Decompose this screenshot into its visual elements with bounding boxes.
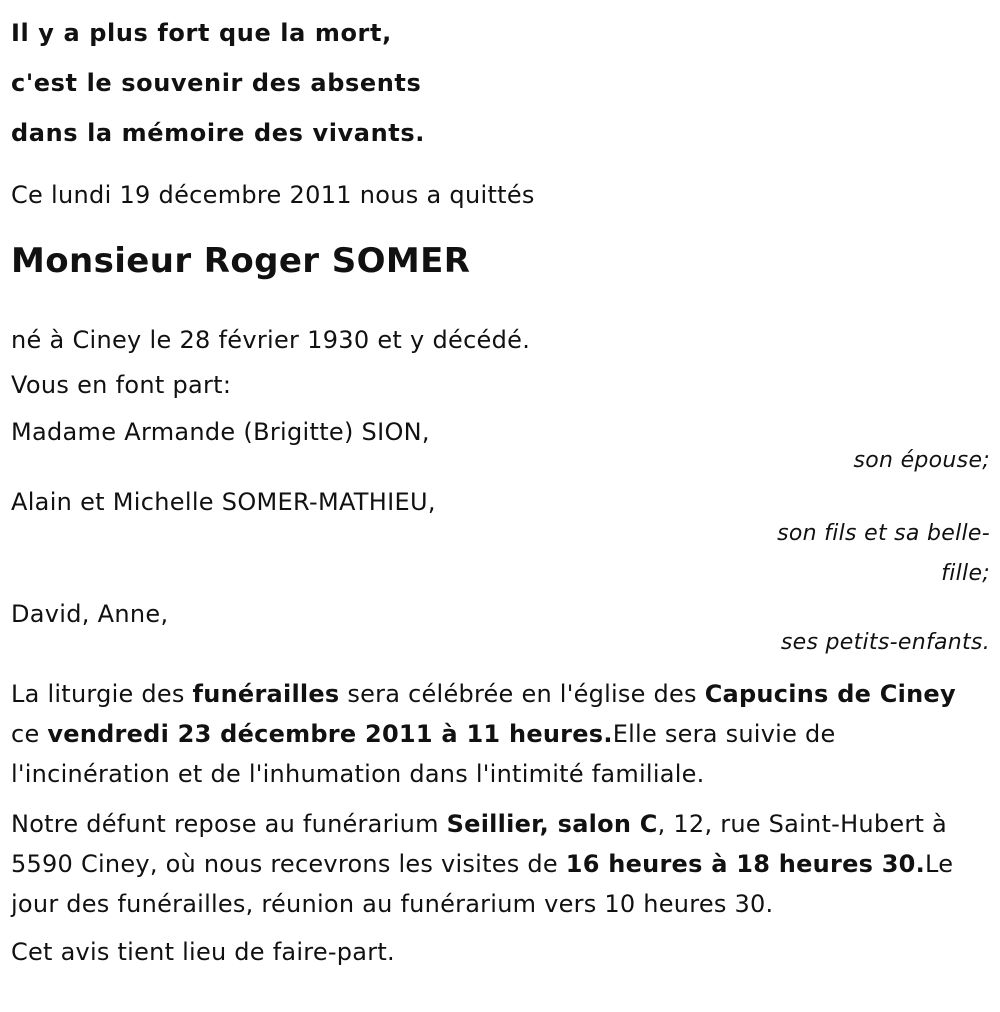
funeral-details (11, 674, 990, 794)
family-member-relation: son fils et sa belle-fille; (777, 521, 990, 586)
deceased-name: Monsieur Roger SOMER (11, 241, 471, 281)
family-member (11, 596, 990, 662)
rest-text-3: Le jour des funérailles, réunion au funérarium vers 10 heures 30. (11, 850, 954, 918)
family-member-name: Madame Armande (Brigitte) SION, (11, 418, 430, 446)
announcers-intro: Vous en font part: (11, 371, 232, 399)
funeral-text-1: La liturgie des (11, 680, 193, 708)
funeral-text-2: sera célébrée en l'église des (339, 680, 705, 708)
family-member (11, 414, 990, 480)
funeral-text-4: Elle sera suivie de l'incinération et de l'inhumation dans l'intimité familiale. (11, 720, 836, 788)
family-member-relation: son épouse; (853, 448, 990, 473)
funeral-date: vendredi 23 décembre 2011 à 11 heures. (47, 720, 613, 748)
rest-text-1: Notre défunt repose au funérarium (11, 810, 447, 838)
quote-line-2: c'est le souvenir des absents (11, 69, 422, 97)
quote-line-1: Il y a plus fort que la mort, (11, 19, 392, 47)
family-member-relation: ses petits-enfants. (780, 630, 990, 655)
visiting-hours: 16 heures à 18 heures 30. (565, 850, 925, 878)
quote-line-3: dans la mémoire des vivants. (11, 119, 425, 147)
funeral-bold-1: funérailles (192, 680, 340, 708)
funeral-text-3: ce (11, 720, 48, 748)
family-member-name: Alain et Michelle SOMER-MATHIEU, (11, 488, 436, 516)
birth-death-line: né à Ciney le 28 février 1930 et y décédé. (11, 326, 531, 354)
rest-text-2: , 12, rue Saint-Hubert à 5590 Ciney, où nous recevrons les visites de (11, 810, 947, 878)
funeral-church: Capucins de Ciney (704, 680, 956, 708)
closing-note: Cet avis tient lieu de faire-part. (11, 938, 395, 966)
epigraph-quote (11, 0, 990, 158)
visitation-details (11, 804, 990, 924)
funeral-home: Seillier, salon C (446, 810, 658, 838)
family-member-name: David, Anne, (11, 600, 169, 628)
family-member (11, 484, 990, 594)
death-announcement: Ce lundi 19 décembre 2011 nous a quittés (11, 181, 535, 209)
